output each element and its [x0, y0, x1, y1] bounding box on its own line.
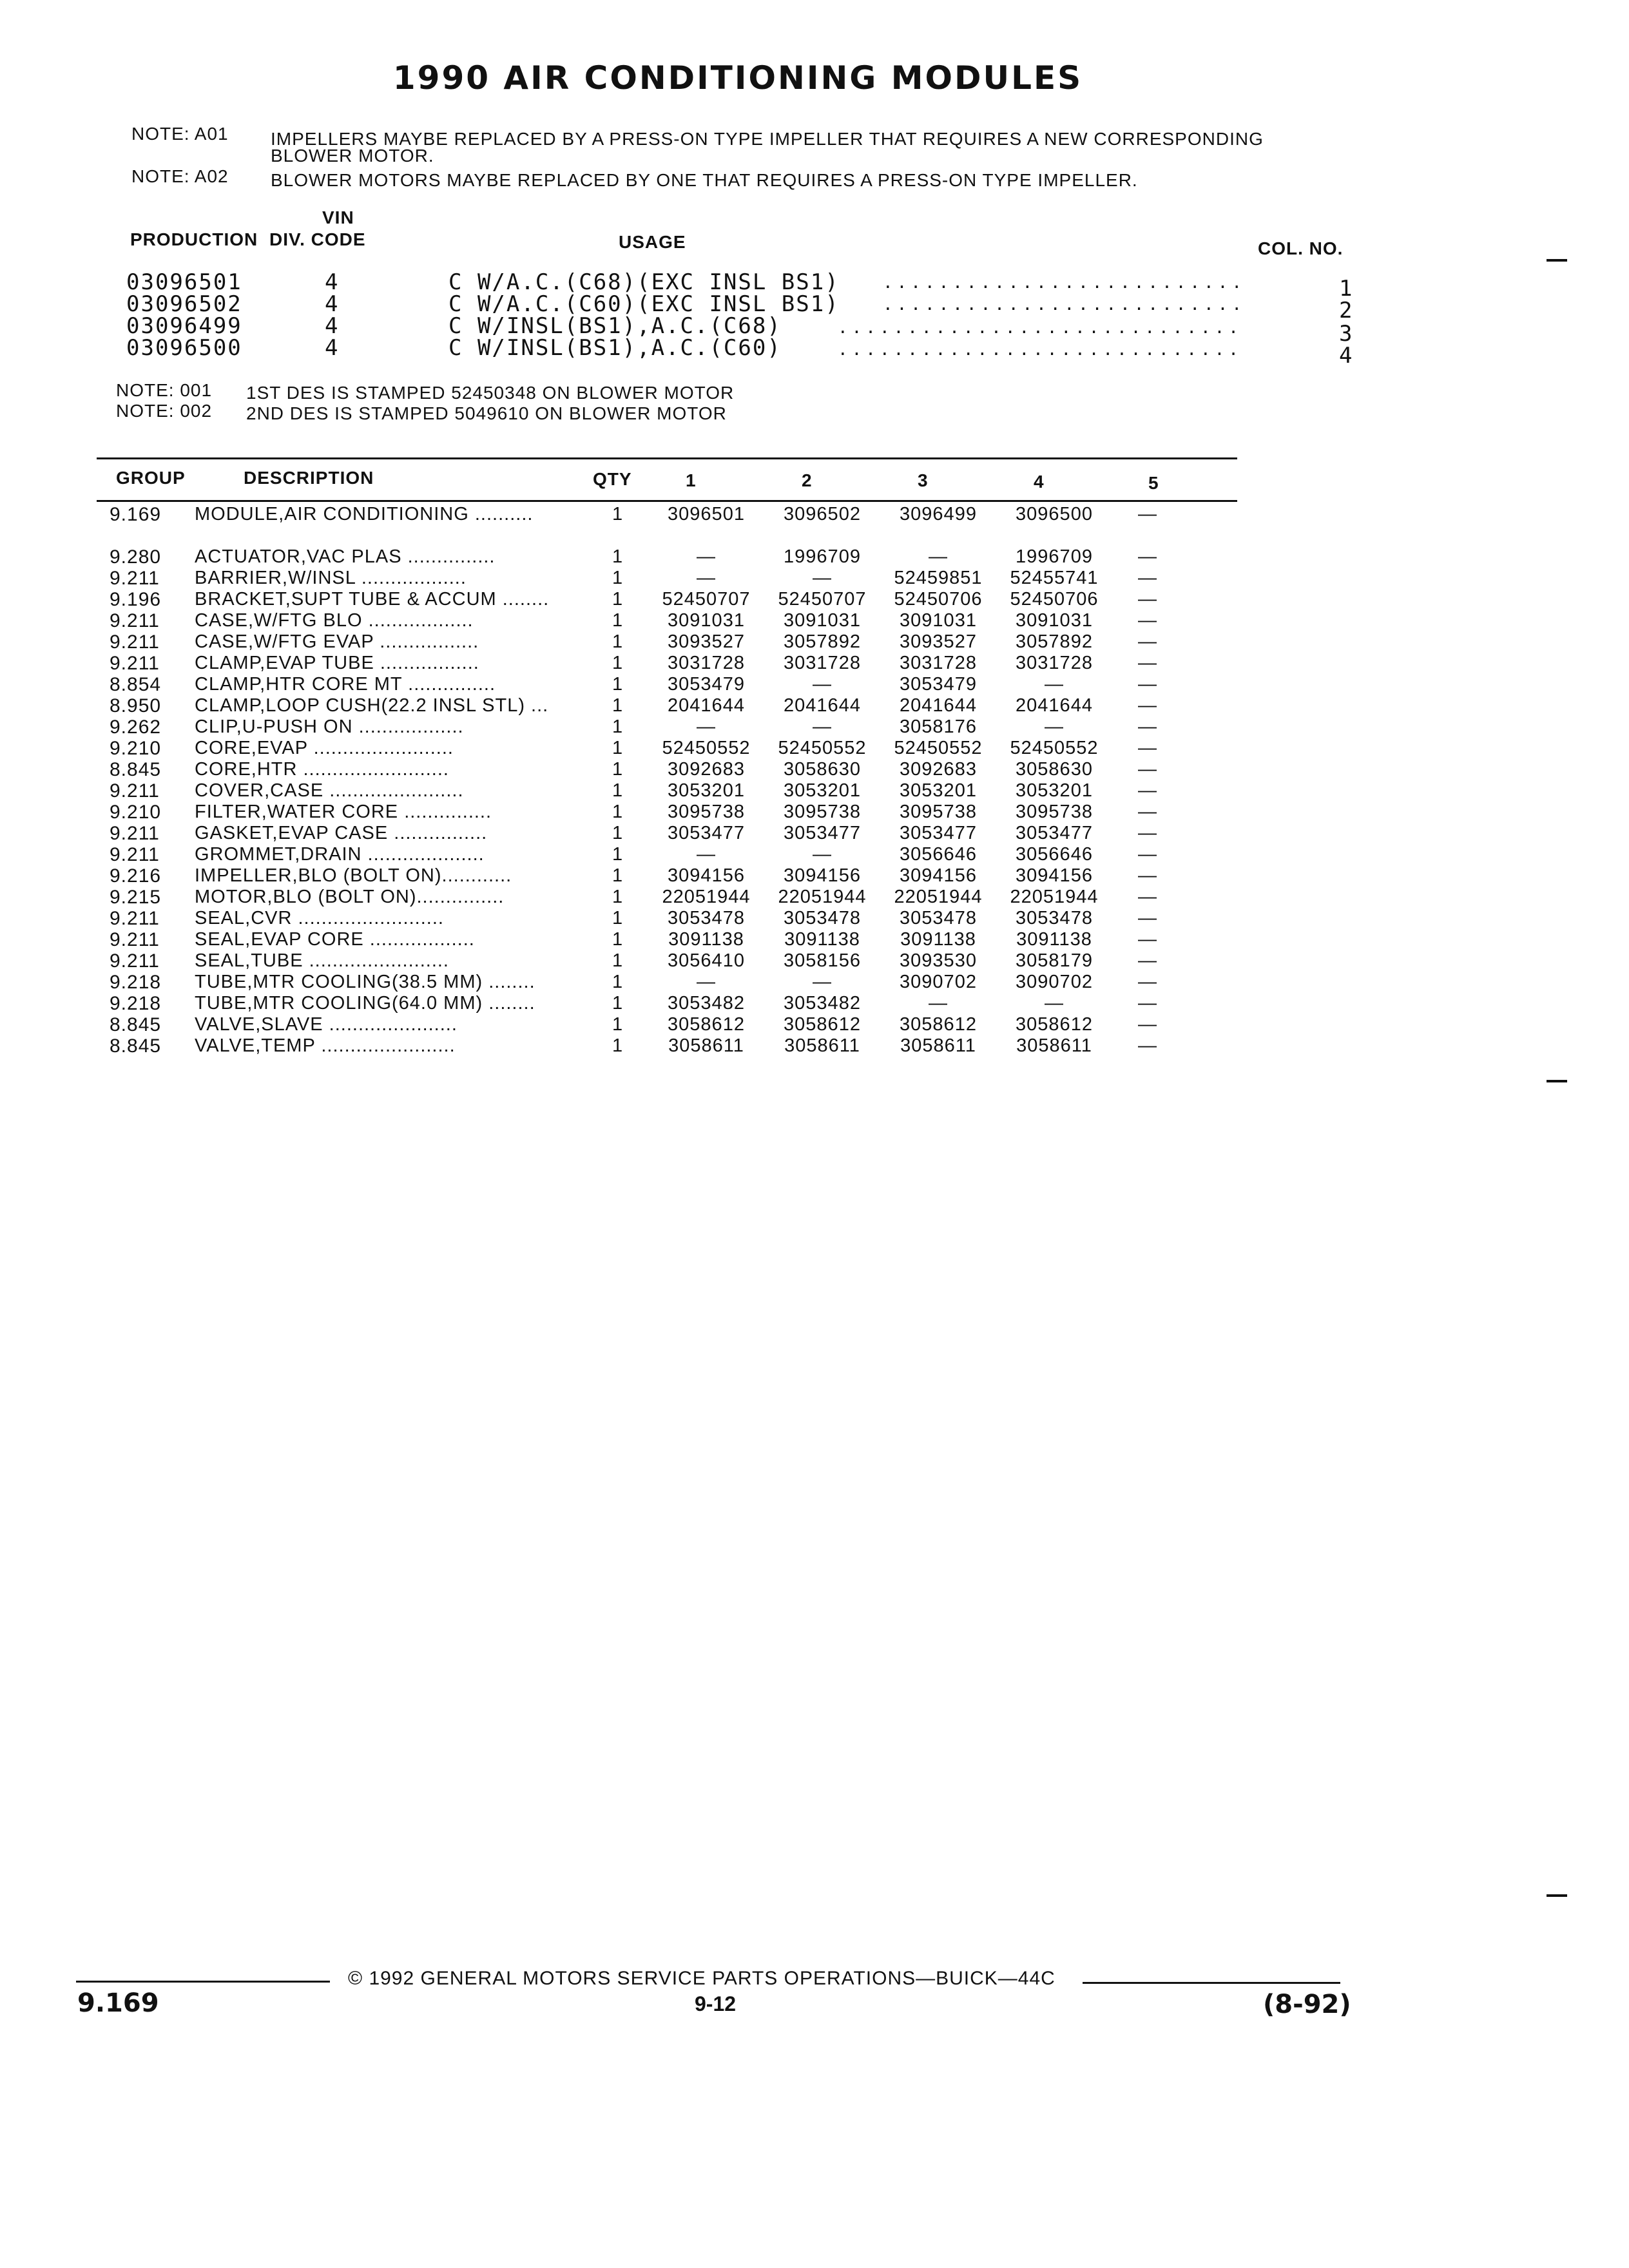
- group-cell: 9.218: [110, 993, 162, 1014]
- part-number-cell: 3090702: [900, 972, 977, 992]
- part-number-cell: 3091138: [668, 929, 744, 950]
- group-cell: 9.211: [110, 568, 160, 589]
- description-cell: FILTER,WATER CORE ...............: [195, 802, 492, 822]
- table-row: [110, 589, 1183, 610]
- part-number-cell: 3095738: [784, 802, 861, 822]
- part-number-cell: 3091031: [900, 610, 977, 631]
- description-cell: TUBE,MTR COOLING(64.0 MM) ........: [195, 993, 535, 1014]
- description-cell: CLIP,U-PUSH ON ..................: [195, 716, 464, 737]
- part-number-cell: 3056646: [900, 844, 977, 865]
- margin-tick: [1547, 1080, 1567, 1082]
- part-number-cell: 3053477: [668, 823, 745, 843]
- qty-header: QTY: [593, 469, 632, 489]
- part-number-cell: —: [1138, 929, 1157, 950]
- group-cell: 9.262: [110, 716, 162, 738]
- qty-cell: 1: [612, 568, 624, 588]
- table-row: [110, 653, 1183, 674]
- part-number-cell: 2041644: [1016, 695, 1093, 716]
- qty-cell: 1: [612, 972, 624, 992]
- part-number-cell: —: [1138, 674, 1157, 695]
- col-4-header: 4: [1034, 472, 1045, 492]
- part-number-cell: —: [813, 716, 832, 737]
- part-number-cell: 3058630: [1016, 759, 1093, 780]
- part-number-cell: 1996709: [1016, 546, 1093, 567]
- part-number-cell: 3053201: [1016, 780, 1093, 801]
- qty-cell: 1: [612, 887, 624, 907]
- production-number: 03096501: [126, 269, 242, 295]
- group-cell: 9.211: [110, 653, 160, 674]
- part-number-cell: —: [697, 972, 716, 992]
- table-row: [110, 780, 1183, 802]
- part-number-cell: 3031728: [1016, 653, 1093, 673]
- usage-text: C W/INSL(BS1),A.C.(C60): [448, 335, 782, 361]
- description-header: DESCRIPTION: [244, 468, 374, 488]
- qty-cell: 1: [612, 589, 624, 610]
- part-number-cell: 52450552: [1010, 738, 1099, 758]
- part-number-cell: —: [1138, 950, 1157, 971]
- note-001-label: NOTE: 001: [116, 380, 213, 400]
- part-number-cell: 22051944: [662, 887, 751, 907]
- qty-cell: 1: [612, 865, 624, 886]
- part-number-cell: 52455741: [1010, 568, 1099, 588]
- margin-tick: [1547, 259, 1567, 262]
- group-cell: 8.845: [110, 1014, 162, 1035]
- qty-cell: 1: [612, 759, 624, 780]
- table-row: [110, 610, 1183, 631]
- part-number-cell: 3058611: [784, 1035, 860, 1056]
- part-number-cell: 3096502: [784, 504, 861, 524]
- part-number-cell: 52450707: [778, 589, 867, 610]
- description-cell: CASE,W/FTG EVAP .................: [195, 631, 479, 652]
- table-row: [110, 674, 1183, 695]
- part-number-cell: —: [1138, 823, 1157, 843]
- group-cell: 9.211: [110, 929, 160, 950]
- part-number-cell: 2041644: [784, 695, 861, 716]
- usage-header: USAGE: [619, 232, 686, 252]
- group-cell: 8.854: [110, 674, 162, 695]
- qty-cell: 1: [612, 695, 624, 716]
- part-number-cell: 3058612: [900, 1014, 977, 1035]
- part-number-cell: 3053201: [668, 780, 745, 801]
- part-number-cell: 3058611: [668, 1035, 744, 1056]
- qty-cell: 1: [612, 844, 624, 865]
- description-cell: BRACKET,SUPT TUBE & ACCUM ........: [195, 589, 550, 610]
- col-no-header: COL. NO.: [1258, 238, 1344, 258]
- note-a01-text: IMPELLERS MAYBE REPLACED BY A PRESS-ON TYPE IMPELLER THAT REQUIRES A NEW CORRESPONDING: [271, 129, 1264, 149]
- part-number-cell: 3053201: [784, 780, 861, 801]
- part-number-cell: 3053477: [784, 823, 861, 843]
- part-number-cell: —: [1138, 844, 1157, 865]
- note-002-label: NOTE: 002: [116, 401, 213, 421]
- qty-cell: 1: [612, 929, 624, 950]
- part-number-cell: 3093527: [668, 631, 745, 652]
- part-number-cell: —: [1138, 716, 1157, 737]
- part-number-cell: —: [1138, 653, 1157, 673]
- description-cell: MOTOR,BLO (BOLT ON)...............: [195, 887, 505, 907]
- usage-text: C W/A.C.(C68)(EXC INSL BS1): [448, 269, 840, 295]
- table-header-rule: [97, 500, 1237, 502]
- part-number-cell: 3091138: [1016, 929, 1092, 950]
- part-number-cell: 3053478: [900, 908, 977, 928]
- note-a01-label: NOTE: A01: [131, 124, 229, 144]
- part-number-cell: 3091031: [668, 610, 745, 631]
- col-number: 2: [1339, 298, 1354, 323]
- description-cell: CORE,EVAP ........................: [195, 738, 454, 758]
- table-row: [110, 695, 1183, 716]
- part-number-cell: —: [1138, 972, 1157, 992]
- part-number-cell: 3053201: [900, 780, 977, 801]
- part-number-cell: 3053477: [900, 823, 977, 843]
- part-number-cell: —: [1138, 504, 1157, 524]
- part-number-cell: —: [697, 546, 716, 567]
- group-cell: 9.211: [110, 844, 160, 865]
- part-number-cell: 3093530: [900, 950, 977, 971]
- group-cell: 8.950: [110, 695, 162, 716]
- part-number-cell: 52450552: [778, 738, 867, 758]
- part-number-cell: 3094156: [1016, 865, 1093, 886]
- part-number-cell: 3053478: [668, 908, 745, 928]
- group-cell: 9.211: [110, 631, 160, 653]
- group-cell: 9.211: [110, 610, 160, 631]
- production-number: 03096500: [126, 335, 242, 361]
- description-cell: MODULE,AIR CONDITIONING ..........: [195, 504, 534, 524]
- margin-tick: [1547, 1894, 1567, 1897]
- part-number-cell: —: [1045, 993, 1064, 1014]
- part-number-cell: 3053478: [1016, 908, 1093, 928]
- part-number-cell: —: [813, 674, 832, 695]
- leader-dots: ..........................: [883, 295, 1246, 314]
- col-number: 4: [1339, 343, 1354, 369]
- description-cell: SEAL,CVR .........................: [195, 908, 444, 928]
- part-number-cell: 22051944: [1010, 887, 1099, 907]
- table-row: [110, 972, 1183, 993]
- qty-cell: 1: [612, 738, 624, 758]
- part-number-cell: 3091031: [784, 610, 861, 631]
- qty-cell: 1: [612, 546, 624, 567]
- qty-cell: 1: [612, 950, 624, 971]
- group-cell: 8.845: [110, 759, 162, 780]
- description-cell: VALVE,SLAVE ......................: [195, 1014, 458, 1035]
- table-row: [110, 738, 1183, 759]
- table-row: [110, 716, 1183, 738]
- description-cell: IMPELLER,BLO (BOLT ON)............: [195, 865, 512, 886]
- description-cell: TUBE,MTR COOLING(38.5 MM) ........: [195, 972, 535, 992]
- part-number-cell: 3058176: [900, 716, 977, 737]
- description-cell: CLAMP,EVAP TUBE .................: [195, 653, 479, 673]
- part-number-cell: —: [1138, 887, 1157, 907]
- qty-cell: 1: [612, 653, 624, 673]
- part-number-cell: 3053477: [1016, 823, 1093, 843]
- group-cell: 9.210: [110, 802, 162, 823]
- part-number-cell: —: [1138, 568, 1157, 588]
- description-cell: ACTUATOR,VAC PLAS ...............: [195, 546, 496, 567]
- qty-cell: 1: [612, 908, 624, 928]
- usage-text: C W/INSL(BS1),A.C.(C68): [448, 313, 782, 339]
- qty-cell: 1: [612, 631, 624, 652]
- group-cell: 9.211: [110, 823, 160, 844]
- table-row: [110, 1014, 1183, 1035]
- part-number-cell: —: [813, 568, 832, 588]
- part-number-cell: 2041644: [900, 695, 977, 716]
- part-number-cell: —: [1138, 1035, 1157, 1056]
- qty-cell: 1: [612, 802, 624, 822]
- table-row: [110, 504, 1183, 525]
- table-row: [110, 865, 1183, 887]
- part-number-cell: 3053478: [784, 908, 861, 928]
- note-001-text: 1ST DES IS STAMPED 52450348 ON BLOWER MOTOR: [246, 383, 735, 403]
- description-cell: VALVE,TEMP .......................: [195, 1035, 456, 1056]
- group-cell: 9.215: [110, 887, 162, 908]
- part-number-cell: 52450706: [894, 589, 983, 610]
- part-number-cell: 3095738: [1016, 802, 1093, 822]
- qty-cell: 1: [612, 716, 624, 737]
- part-number-cell: 3091031: [1016, 610, 1093, 631]
- part-number-cell: 3058611: [900, 1035, 976, 1056]
- qty-cell: 1: [612, 610, 624, 631]
- part-number-cell: —: [1138, 695, 1157, 716]
- part-number-cell: 3031728: [900, 653, 977, 673]
- part-number-cell: 1996709: [784, 546, 861, 567]
- table-row: [110, 802, 1183, 823]
- part-number-cell: 3093527: [900, 631, 977, 652]
- part-number-cell: 3095738: [900, 802, 977, 822]
- qty-cell: 1: [612, 780, 624, 801]
- part-number-cell: —: [1138, 738, 1157, 758]
- part-number-cell: 3058611: [1016, 1035, 1092, 1056]
- part-number-cell: —: [929, 993, 948, 1014]
- part-number-cell: —: [1138, 908, 1157, 928]
- part-number-cell: 3057892: [784, 631, 861, 652]
- description-cell: SEAL,EVAP CORE ..................: [195, 929, 475, 950]
- part-number-cell: 3095738: [668, 802, 745, 822]
- part-number-cell: 3031728: [784, 653, 861, 673]
- part-number-cell: —: [1138, 865, 1157, 886]
- part-number-cell: —: [1138, 1014, 1157, 1035]
- part-number-cell: 22051944: [894, 887, 983, 907]
- part-number-cell: 3092683: [668, 759, 745, 780]
- part-number-cell: 3031728: [668, 653, 745, 673]
- part-number-cell: 3053479: [668, 674, 745, 695]
- part-number-cell: 3092683: [900, 759, 977, 780]
- description-cell: CLAMP,HTR CORE MT ...............: [195, 674, 496, 695]
- part-number-cell: 3090702: [1016, 972, 1093, 992]
- description-cell: SEAL,TUBE ........................: [195, 950, 449, 971]
- part-number-cell: —: [697, 716, 716, 737]
- table-row: [110, 993, 1183, 1014]
- part-number-cell: —: [1138, 589, 1157, 610]
- col-5-header: 5: [1148, 473, 1159, 493]
- table-row: [110, 823, 1183, 844]
- qty-cell: 1: [612, 823, 624, 843]
- parts-table: [110, 504, 1183, 1057]
- footer-copyright: © 1992 GENERAL MOTORS SERVICE PARTS OPERATIONS—BUICK—44C: [348, 1968, 1055, 1989]
- group-cell: 8.845: [110, 1035, 162, 1057]
- group-cell: 9.211: [110, 908, 160, 929]
- description-cell: COVER,CASE .......................: [195, 780, 464, 801]
- description-cell: CLAMP,LOOP CUSH(22.2 INSL STL) ...: [195, 695, 549, 716]
- div-code: 4: [325, 335, 340, 361]
- part-number-cell: —: [697, 568, 716, 588]
- description-cell: CORE,HTR .........................: [195, 759, 449, 780]
- note-a02-text: BLOWER MOTORS MAYBE REPLACED BY ONE THAT REQUIRES A PRESS-ON TYPE IMPELLER.: [271, 170, 1138, 190]
- table-row: [110, 759, 1183, 780]
- part-number-cell: —: [1138, 802, 1157, 822]
- note-a02-label: NOTE: A02: [131, 166, 229, 186]
- table-row: [110, 908, 1183, 929]
- table-row: [110, 546, 1183, 568]
- part-number-cell: 3058179: [1016, 950, 1093, 971]
- div-code: 4: [325, 291, 340, 317]
- part-number-cell: 3096500: [1016, 504, 1093, 524]
- part-number-cell: 3053482: [784, 993, 861, 1014]
- part-number-cell: —: [697, 844, 716, 865]
- col-1-header: 1: [686, 470, 697, 490]
- part-number-cell: 3096499: [900, 504, 977, 524]
- footer-group-number: 9.169: [77, 1988, 159, 2018]
- production-number: 03096502: [126, 291, 242, 317]
- part-number-cell: 3053479: [900, 674, 977, 695]
- part-number-cell: —: [1138, 546, 1157, 567]
- part-number-cell: 3056646: [1016, 844, 1093, 865]
- part-number-cell: 3053482: [668, 993, 745, 1014]
- part-number-cell: 3057892: [1016, 631, 1093, 652]
- part-number-cell: —: [1138, 780, 1157, 801]
- vin-header: VIN: [322, 207, 354, 227]
- leader-dots: .............................: [838, 318, 1242, 338]
- group-cell: 9.211: [110, 780, 160, 802]
- part-number-cell: —: [1138, 759, 1157, 780]
- table-spacer: [110, 525, 1183, 546]
- table-row: [110, 568, 1183, 589]
- col-3-header: 3: [918, 470, 929, 490]
- group-cell: 9.196: [110, 589, 162, 610]
- part-number-cell: —: [929, 546, 948, 567]
- production-number: 03096499: [126, 313, 242, 339]
- table-row: [110, 929, 1183, 950]
- div-code: 4: [325, 313, 340, 339]
- part-number-cell: 3056410: [668, 950, 745, 971]
- part-number-cell: 3091138: [784, 929, 860, 950]
- col-2-header: 2: [802, 470, 813, 490]
- production-header: PRODUCTION: [130, 229, 258, 249]
- part-number-cell: —: [1138, 610, 1157, 631]
- part-number-cell: 52450706: [1010, 589, 1099, 610]
- table-row: [110, 950, 1183, 972]
- group-cell: 9.169: [110, 504, 162, 525]
- part-number-cell: —: [813, 844, 832, 865]
- description-cell: BARRIER,W/INSL ..................: [195, 568, 467, 588]
- part-number-cell: 3094156: [668, 865, 745, 886]
- footer-rule-left: [76, 1981, 330, 1983]
- description-cell: GROMMET,DRAIN ....................: [195, 844, 485, 865]
- part-number-cell: 52450552: [662, 738, 751, 758]
- part-number-cell: —: [1045, 716, 1064, 737]
- table-row: [110, 1035, 1183, 1057]
- part-number-cell: 2041644: [668, 695, 745, 716]
- part-number-cell: 52459851: [894, 568, 983, 588]
- group-cell: 9.216: [110, 865, 162, 887]
- part-number-cell: 3091138: [900, 929, 976, 950]
- table-row: [110, 631, 1183, 653]
- part-number-cell: —: [1138, 993, 1157, 1014]
- part-number-cell: 3094156: [784, 865, 861, 886]
- part-number-cell: —: [813, 972, 832, 992]
- col-number: 1: [1339, 276, 1354, 302]
- table-row: [110, 887, 1183, 908]
- qty-cell: 1: [612, 1035, 624, 1056]
- part-number-cell: 52450552: [894, 738, 983, 758]
- footer-date: (8-92): [1263, 1990, 1351, 2019]
- group-cell: 9.280: [110, 546, 162, 568]
- div-code-header: DIV. CODE: [269, 229, 366, 249]
- note-002-text: 2ND DES IS STAMPED 5049610 ON BLOWER MOTOR: [246, 403, 727, 423]
- part-number-cell: —: [1138, 631, 1157, 652]
- qty-cell: 1: [612, 993, 624, 1014]
- footer-page-number: 9-12: [695, 1992, 737, 2015]
- part-number-cell: 3094156: [900, 865, 977, 886]
- group-cell: 9.218: [110, 972, 162, 993]
- part-number-cell: 3058612: [668, 1014, 745, 1035]
- part-number-cell: 3058612: [1016, 1014, 1093, 1035]
- part-number-cell: 3058630: [784, 759, 861, 780]
- part-number-cell: 3096501: [668, 504, 745, 524]
- col-number: 3: [1339, 321, 1354, 347]
- qty-cell: 1: [612, 674, 624, 695]
- part-number-cell: 3058156: [784, 950, 861, 971]
- usage-text: C W/A.C.(C60)(EXC INSL BS1): [448, 291, 840, 317]
- qty-cell: 1: [612, 504, 624, 524]
- description-cell: GASKET,EVAP CASE ................: [195, 823, 488, 843]
- qty-cell: 1: [612, 1014, 624, 1035]
- div-code: 4: [325, 269, 340, 295]
- part-number-cell: 3058612: [784, 1014, 861, 1035]
- table-row: [110, 844, 1183, 865]
- group-header: GROUP: [116, 468, 186, 488]
- part-number-cell: —: [1045, 674, 1064, 695]
- description-cell: CASE,W/FTG BLO ..................: [195, 610, 474, 631]
- page-title: 1990 AIR CONDITIONING MODULES: [392, 59, 1083, 97]
- leader-dots: .............................: [838, 340, 1242, 360]
- leader-dots: ..........................: [883, 273, 1246, 293]
- group-cell: 9.210: [110, 738, 162, 759]
- part-number-cell: 52450707: [662, 589, 751, 610]
- part-number-cell: 22051944: [778, 887, 867, 907]
- group-cell: 9.211: [110, 950, 160, 972]
- table-top-rule: [97, 457, 1237, 459]
- footer-rule-right: [1083, 1982, 1340, 1984]
- note-a01-text-continued: BLOWER MOTOR.: [271, 146, 434, 166]
